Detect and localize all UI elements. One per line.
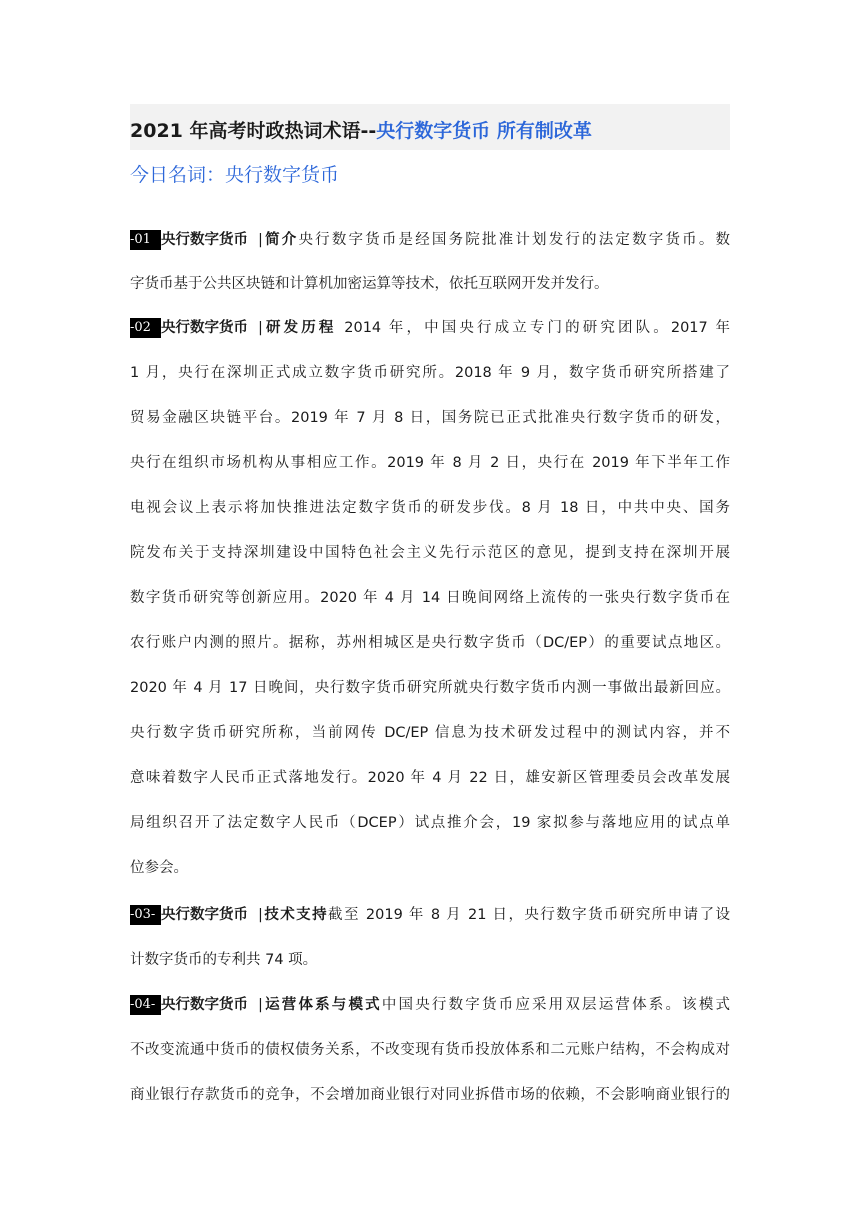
section-first-line bbox=[130, 995, 730, 1015]
paragraph-line: 不改变流通中货币的债权债务关系，不改变现有货币投放体系和二元账户结构，不会构成对 bbox=[130, 1042, 730, 1058]
paragraph-line: 央行数字货币研究所称，当前网传 DC/EP 信息为技术研发过程中的测试内容，并不 bbox=[130, 725, 730, 741]
paragraph-line: 院发布关于支持深圳建设中国特色社会主义先行示范区的意见，提到支持在深圳开展 bbox=[130, 545, 730, 561]
paragraph-line: 数字货币研究等创新应用。2020 年 4 月 14 日晚间网络上流传的一张央行数字货币在 bbox=[130, 590, 730, 606]
section-keyword: 运营体系与模式 bbox=[262, 997, 382, 1013]
section-label: 央行数字货币 bbox=[161, 997, 248, 1013]
section-keyword: 简介 bbox=[262, 232, 299, 248]
title-text: 2021 年高考时政热词术语-- bbox=[130, 120, 377, 142]
paragraph-line: 局组织召开了法定数字人民币（DCEP）试点推介会，19 家拟参与落地应用的试点单 bbox=[130, 815, 730, 831]
section-number-badge: -04- bbox=[130, 995, 161, 1015]
paragraph-line: 1 月，央行在深圳正式成立数字货币研究所。2018 年 9 月，数字货币研究所搭建了 bbox=[130, 365, 730, 381]
section-divider: | bbox=[258, 232, 263, 248]
title-link[interactable]: 央行数字货币 所有制改革 bbox=[376, 120, 592, 142]
section-label: 央行数字货币 bbox=[161, 320, 248, 336]
section-first-line bbox=[130, 230, 730, 250]
section-first-line bbox=[130, 905, 730, 925]
paragraph-line: 农行账户内测的照片。据称，苏州相城区是央行数字货币（DC/EP）的重要试点地区。 bbox=[130, 635, 730, 651]
section-number-badge: -01 bbox=[130, 230, 161, 250]
paragraph-line: 央行在组织市场机构从事相应工作。2019 年 8 月 2 日，央行在 2019 年下半年工作 bbox=[130, 455, 730, 471]
section-text: 央行数字货币是经国务院批准计划发行的法定数字货币。数 bbox=[298, 232, 731, 248]
section-divider: | bbox=[258, 997, 263, 1013]
section-keyword: 技术支持 bbox=[262, 907, 329, 923]
section-text: 2014 年，中国央行成立专门的研究团队。2017 年 bbox=[336, 320, 730, 336]
section-label: 央行数字货币 bbox=[161, 907, 248, 923]
paragraph-line: 贸易金融区块链平台。2019 年 7 月 8 日，国务院已正式批准央行数字货币的研发， bbox=[130, 410, 730, 426]
paragraph-line: 位参会。 bbox=[130, 860, 188, 876]
section-first-line bbox=[130, 318, 730, 338]
paragraph-line: 字货币基于公共区块链和计算机加密运算等技术，依托互联网开发并发行。 bbox=[130, 276, 609, 292]
document-title bbox=[130, 104, 730, 150]
paragraph-line: 意味着数字人民币正式落地发行。2020 年 4 月 22 日，雄安新区管理委员会改革发展 bbox=[130, 770, 730, 786]
section-divider: | bbox=[258, 320, 263, 336]
section-text: 中国央行数字货币应采用双层运营体系。该模式 bbox=[381, 997, 731, 1013]
section-divider: | bbox=[258, 907, 263, 923]
paragraph-line: 计数字货币的专利共 74 项。 bbox=[130, 952, 318, 968]
section-text: 截至 2019 年 8 月 21 日，央行数字货币研究所申请了设 bbox=[328, 907, 731, 923]
today-term-heading: 今日名词：央行数字货币 bbox=[130, 164, 340, 186]
section-keyword: 研发历程 bbox=[262, 320, 337, 336]
paragraph-line: 2020 年 4 月 17 日晚间，央行数字货币研究所就央行数字货币内测一事做出最新回应。 bbox=[130, 680, 730, 696]
paragraph-line: 电视会议上表示将加快推进法定数字货币的研发步伐。8 月 18 日，中共中央、国务 bbox=[130, 500, 730, 516]
section-label: 央行数字货币 bbox=[161, 232, 248, 248]
paragraph-line: 商业银行存款货币的竞争，不会增加商业银行对同业拆借市场的依赖，不会影响商业银行的 bbox=[130, 1087, 730, 1103]
section-number-badge: -02 bbox=[130, 318, 161, 338]
section-number-badge: -03- bbox=[130, 905, 161, 925]
